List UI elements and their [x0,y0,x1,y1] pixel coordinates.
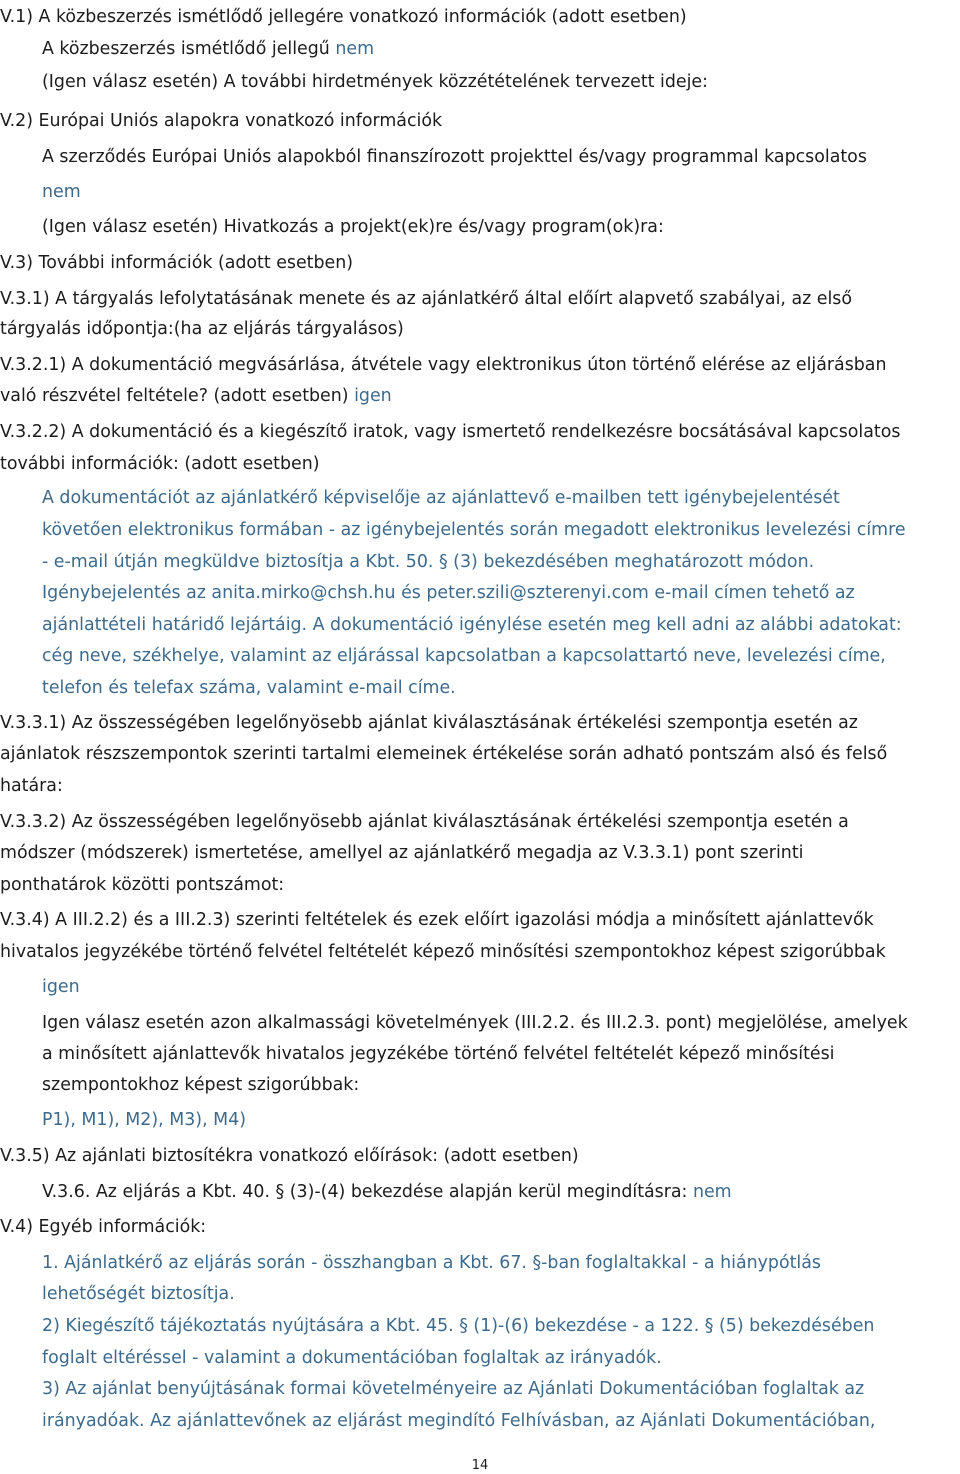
text-segment: V.3.3.1) Az összességében legelőnyösebb ajánlat kiválasztásának értékelési szempontja esetén az [0,713,858,733]
line-doc-2 [42,519,906,541]
line-v35 [0,1145,579,1167]
line-v34-criteria [42,1109,246,1131]
text-segment: V.1) A közbeszerzés ismétlődő jellegére vonatkozó információk (adott esetben) [0,7,687,27]
line-doc-5 [42,614,902,636]
line-other-1a [42,1252,821,1274]
line-other-3b [42,1410,875,1432]
line-v36 [42,1181,732,1203]
text-segment: V.3) További információk (adott esetben) [0,253,354,273]
text-segment: P1), M1), M2), M3), M4) [42,1110,246,1130]
text-segment: 3) Az ajánlat benyújtásának formai követelményeire az Ajánlati Dokumentációban foglaltak az [42,1379,865,1399]
text-segment: módszer (módszerek) ismertetése, amellyel az ajánlatkérő megadja az V.3.3.1) pont szerinti [0,843,804,863]
page-number: 14 [471,1458,489,1473]
text-segment: lehetőségét biztosítja. [42,1284,235,1304]
line-v1-heading [0,6,687,28]
line-v31-b [0,318,404,340]
line-v321-a [0,354,887,376]
line-v34-a [0,909,874,931]
line-v331-a [0,712,858,734]
text-segment: nem [692,1182,732,1202]
line-v321-b [0,385,392,407]
line-other-1b [42,1283,235,1305]
line-v332-c [0,874,284,896]
line-project-ref [42,216,664,238]
text-segment: V.4) Egyéb információk: [0,1217,207,1237]
line-v331-c [0,775,63,797]
line-v322-a [0,421,900,443]
text-segment: irányadóak. Az ajánlattevőnek az eljárást megindító Felhívásban, az Ajánlati Dokumentációban, [42,1411,876,1431]
line-v331-b [0,743,887,765]
text-segment: V.2) Európai Uniós alapokra vonatkozó információk [0,111,443,131]
text-segment: követően elektronikus formában - az igénybejelentés során megadott elektronikus levelezési címre [42,520,906,540]
text-segment: V.3.3.2) Az összességében legelőnyösebb ajánlat kiválasztásának értékelési szempontja esetén a [0,812,849,832]
line-v332-a [0,811,849,833]
line-other-2b [42,1347,662,1369]
text-segment: ajánlattételi határidő lejártáig. A dokumentáció igénylése esetén meg kell adni az alábbi adatokat: [42,615,902,635]
text-segment: határa: [0,776,63,796]
line-repetitive [42,38,374,60]
line-doc-1 [42,487,840,509]
line-v34-e [42,1074,359,1096]
text-segment: V.3.5) Az ajánlati biztosítékra vonatkozó előírások: (adott esetben) [0,1146,579,1166]
line-doc-7 [42,677,456,699]
text-segment: Igen válasz esetén azon alkalmassági követelmények (III.2.2. és III.2.3. pont) megjelölése, amelyek [42,1013,908,1033]
text-segment: való részvétel feltétele? (adott esetben) [0,386,355,406]
text-segment: további információk: (adott esetben) [0,454,320,474]
text-segment: A dokumentációt az ajánlatkérő képviselője az ajánlattevő e-mailben tett igénybejelentését [42,488,840,508]
text-segment: V.3.4) A III.2.2) és a III.2.3) szerinti feltételek és ezek előírt igazolási módja a minősített ajánlattevők [0,910,874,930]
line-v322-b [0,453,320,475]
text-segment: szempontokhoz képest szigorúbbak: [42,1075,360,1095]
text-segment: 2) Kiegészítő tájékoztatás nyújtására a Kbt. 45. § (1)-(6) bekezdése - a 122. § (5) bekezdésében [42,1316,875,1336]
line-v34-c [42,1012,908,1034]
line-v332-b [0,842,803,864]
line-v31-a [0,288,852,310]
text-segment: A közbeszerzés ismétlődő jellegű [42,39,336,59]
text-segment: V.3.2.2) A dokumentáció és a kiegészítő iratok, vagy ismertető rendelkezésre bocsátásával kapcsolatos [0,422,901,442]
text-segment: V.3.2.1) A dokumentáció megvásárlása, átvétele vagy elektronikus úton történő elérése az eljárásban [0,355,887,375]
line-doc-3 [42,551,814,573]
text-segment: ajánlatok részszempontok szerinti tartalmi elemeinek értékelése során adható pontszám alsó és felső [0,744,888,764]
text-segment: (Igen válasz esetén) A további hirdetmények közzétételének tervezett ideje: [42,72,708,92]
line-eu-funds [42,146,867,168]
text-segment: V.3.6. Az eljárás a Kbt. 40. § (3)-(4) bekezdése alapján kerül megindításra: [42,1182,693,1202]
line-v34-d [42,1043,835,1065]
line-v3-heading [0,252,353,274]
text-segment: (Igen válasz esetén) Hivatkozás a projekt(ek)re és/vagy program(ok)ra: [42,217,664,237]
text-segment: nem [335,39,375,59]
text-segment: Igénybejelentés az anita.mirko@chsh.hu és peter.szili@szterenyi.com e-mail címen tehető az [42,583,855,603]
line-doc-6 [42,645,886,667]
line-eu-answer [42,181,81,203]
text-segment: telefon és telefax száma, valamint e-mail címe. [42,678,456,698]
line-v34-b [0,941,886,963]
text-segment: A szerződés Európai Uniós alapokból finanszírozott projekttel és/vagy programmal kapcsolatos [42,147,867,167]
text-segment: igen [354,386,392,406]
line-v4-heading [0,1216,206,1238]
text-segment: tárgyalás időpontja:(ha az eljárás tárgyalásos) [0,319,404,339]
line-v34-answer [42,976,80,998]
text-segment: cég neve, székhelye, valamint az eljárással kapcsolatban a kapcsolattartó neve, levelezési címe, [42,646,886,666]
line-other-3a [42,1378,864,1400]
text-segment: V.3.1) A tárgyalás lefolytatásának menete és az ajánlatkérő által előírt alapvető szabályai, az első [0,289,853,309]
text-segment: 1. Ajánlatkérő az eljárás során - összhangban a Kbt. 67. §-ban foglaltakkal - a hiánypótlás [42,1253,821,1273]
text-segment: hivatalos jegyzékébe történő felvétel feltételét képező minősítési szempontokhoz képest szigorúbbak [0,942,886,962]
text-segment: igen [42,977,80,997]
text-segment: - e-mail útján megküldve biztosítja a Kbt. 50. § (3) bekezdésében meghatározott módon. [42,552,815,572]
line-further-notices [42,71,708,93]
line-doc-4 [42,582,855,604]
text-segment: nem [42,182,81,202]
text-segment: foglalt eltéréssel - valamint a dokumentációban foglaltak az irányadók. [42,1348,662,1368]
text-segment: ponthatárok közötti pontszámot: [0,875,285,895]
line-other-2a [42,1315,874,1337]
text-segment: a minősített ajánlattevők hivatalos jegyzékébe történő felvétel feltételét képező minősítési [42,1044,835,1064]
line-v2-heading [0,110,442,132]
